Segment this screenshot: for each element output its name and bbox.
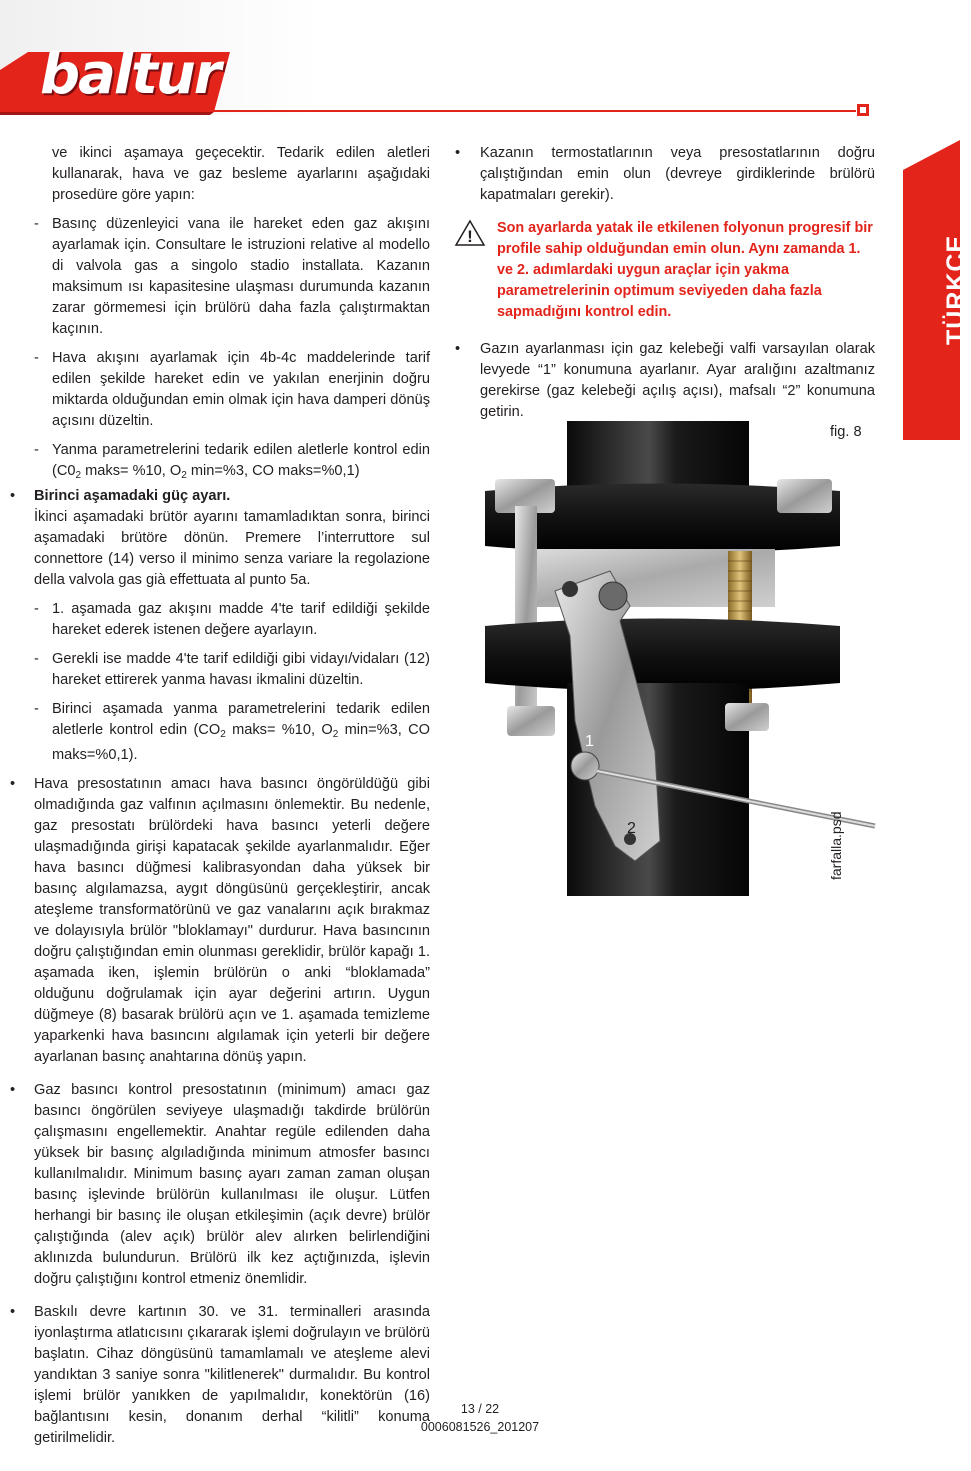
bullet-marker: • — [10, 1082, 16, 1098]
bullet-item — [10, 1080, 430, 1290]
document-code: 0006081526_201207 — [420, 1420, 540, 1434]
header — [0, 0, 960, 115]
right-column — [455, 143, 875, 423]
bullet-text: Kazanın termostatlarının veya presostatlarının doğru çalıştığından emin olun (devreye girdiklerinde brülörü kapatmaları gerekir). — [480, 145, 875, 203]
list-item-text-b: maks= %10, O — [81, 463, 182, 479]
bullet-text: İkinci aşamadaki brütör ayarını tamamladıktan sonra, birinci aşamadaki brütöre dönün. Premere l’interruttore sul connettore (14) verso il minimo senza variare la regolazione della valvola gas già effettuata al punto 5a. — [34, 509, 430, 588]
list-item — [10, 649, 430, 691]
corner-square-icon — [857, 104, 869, 116]
figure-label: fig. 8 — [830, 424, 862, 440]
list-item-text: 1. aşamada gaz akışını madde 4'te tarif edildiği şekilde hareket ederek istenen değere ayarlayın. — [52, 601, 430, 638]
footer — [360, 1400, 600, 1436]
butterfly-valve-photo — [455, 421, 875, 896]
brand-logo: baltur — [40, 42, 220, 107]
dash-marker: - — [34, 350, 39, 366]
bullet-marker: • — [10, 488, 16, 504]
list-item — [10, 599, 430, 641]
bullet-text: Gazın ayarlanması için gaz kelebeği valfi varsayılan olarak levyede “1” konumuna ayarlanır. Ayar aralığını azaltmanız gerekirse (gaz kelebeği açılış açısı), mafsalı “2” konumuna getirin. — [480, 341, 875, 420]
warning-symbol: ! — [467, 227, 473, 246]
subscript: 2 — [332, 729, 339, 740]
bullet-marker: • — [455, 341, 461, 357]
list-item-text: Hava akışını ayarlamak için 4b-4c maddelerinde tarif edilen şekilde hareket edin ve yakılan enerjinin doğru miktarda olduğundan emin olmak için hava damperi dönüş açısını düzeltin. — [52, 350, 430, 429]
intro-text: ve ikinci aşamaya geçecektir. Tedarik edilen aletleri kullanarak, hava ve gaz besleme ayarlarını aşağıdaki prosedüre göre yapın: — [52, 145, 430, 203]
dash-marker: - — [34, 651, 39, 667]
list-item-text-c: min=%3, CO maks=%0,1). — [52, 722, 431, 763]
list-item — [10, 699, 430, 766]
list-item-text-c: min=%3, CO maks=%0,1) — [186, 463, 360, 479]
subscript: 2 — [220, 729, 226, 740]
list-item-text: Basınç düzenleyici vana ile hareket eden gaz akışını ayarlamak için. Consultare le istruzioni relative al modello di valvola gas a singolo stadio installata. Kazanın maksimum ısı kapasitesine ulaşması durumunda kazanın zarar görmemesi için brülörü daha fazla çalıştırmaktan kaçının. — [52, 216, 430, 337]
bullet-marker: • — [10, 776, 16, 792]
position-label-2: 2 — [627, 820, 636, 837]
header-rule — [50, 110, 856, 112]
dash-marker: - — [34, 442, 39, 458]
warning-icon — [455, 220, 485, 246]
list-item — [10, 348, 430, 432]
position-label-1: 1 — [585, 733, 594, 750]
bullet-item — [10, 774, 430, 1068]
figure-filename: farfalla.psd — [828, 811, 844, 880]
list-item-text-a: Birinci aşamada yanma parametrelerini tedarik edilen aletlerle kontrol edin (CO — [52, 701, 430, 738]
bullet-text: Baskılı devre kartının 30. ve 31. terminalleri arasında iyonlaştırma atlatıcısını çıkararak işlemi doğrulayın ve brülörü başlatın. Cihaz döngüsünü tamamlamalı ve ateşleme alevi yandıktan 3 saniye sonra "kilitlenerek" durmalıdır. Bu kontrol işlemi brülör yanıkken de yapılmalıdır, konektörün (16) bağlantısını kesin, donanım derhal “kilitli” konuma getirilmelidir. — [34, 1304, 430, 1446]
warning-text: Son ayarlarda yatak ile etkilenen folyonun progresif bir profile sahip olduğundan emin olun. Aynı zamanda 1. ve 2. adımlardaki uygun araçlar için yakma parametrelerinin optimum seviyeden daha fazla sapmadığını kontrol edin. — [497, 220, 873, 320]
dash-marker: - — [34, 601, 39, 617]
list-item-text-a: Yanma parametrelerini tedarik edilen aletlerle kontrol edin (C0 — [52, 442, 430, 479]
section-heading: Birinci aşamadaki güç ayarı. — [34, 488, 231, 504]
warning-note — [455, 218, 875, 323]
list-item-text: Gerekli ise madde 4'te tarif edildiği gibi vidayı/vidaları (12) hareket ettirerek yanma havası ikmalini düzeltin. — [52, 651, 430, 688]
left-column — [10, 143, 430, 1449]
bullet-marker: • — [10, 1304, 16, 1320]
bullet-text: Hava presostatının amacı hava basıncı öngörüldüğü gibi olmadığında gaz valfının açılmasını önlemektir. Bu nedenle, gaz presostatı brülördeki hava basıncı yeterli değere ulaşmadığında girişi kapatacak şekilde ayarlanmalıdır. Eğer hava basıncı düğmesi kalibrasyondan daha yüksek bir basınç algılamazsa, aygıt döngüsünü gerçekleştirir, ancak ateşleme transformatörünü ve gaz vanalarını açık bırakmaz ve dolayısıyla brülör "bloklamayı" durdurur. Hava basıncının doğru çalıştığından emin olunması gereklidir, brülör kapağı 1. aşamada iken, işlemin brülörün o anki “bloklamada” olduğunu doğrulamak için ayar değerini artırın. Uygun düğmeye (8) basarak brülörü açın ve 1. aşamada temizleme yaparkenki hava basıncını algılamak için yeterli bir değere ayarlanan basınç anahtarına dönüş yapın. — [34, 776, 430, 1065]
page-number: 13 / 22 — [460, 1402, 500, 1416]
dash-marker: - — [34, 701, 39, 717]
bullet-text: Gaz basıncı kontrol presostatının (minimum) amacı gaz basıncı öngörülen seviyeye ulaşmadığı takdirde brülörün çalışmasını engellemektir. Anahtar regüle edilenden daha yüksek bir basınç algıladığında minimum atmosfer basıncı kullanılmalıdır. Minimum basınç ayarı zaman zaman oluşan basınç işlevinde brülörün kullanılması ile oluşur. Lütfen herhangi bir basınç ile oluşan etkileşimin (açık devre) brülör çalıştığında (alev açık) brülör alev alırken belirlendiğini aklınızda bulundurun. Brülörü ilk kez açtığınızda, işlevin doğru çalıştığını kontrol etmeniz önemlidir. — [34, 1082, 430, 1287]
subscript: 2 — [181, 470, 187, 481]
subscript: 2 — [75, 470, 82, 481]
dash-marker: - — [34, 216, 39, 232]
bullet-item — [10, 486, 430, 591]
intro-paragraph — [10, 143, 430, 206]
bullet-item — [455, 143, 875, 206]
bullet-item — [455, 339, 875, 423]
list-item — [10, 440, 430, 486]
list-item — [10, 214, 430, 340]
bullet-marker: • — [455, 145, 461, 161]
language-tab-label: TÜRKÇE — [942, 234, 970, 345]
list-item-text-b: maks= %10, O — [225, 722, 333, 738]
